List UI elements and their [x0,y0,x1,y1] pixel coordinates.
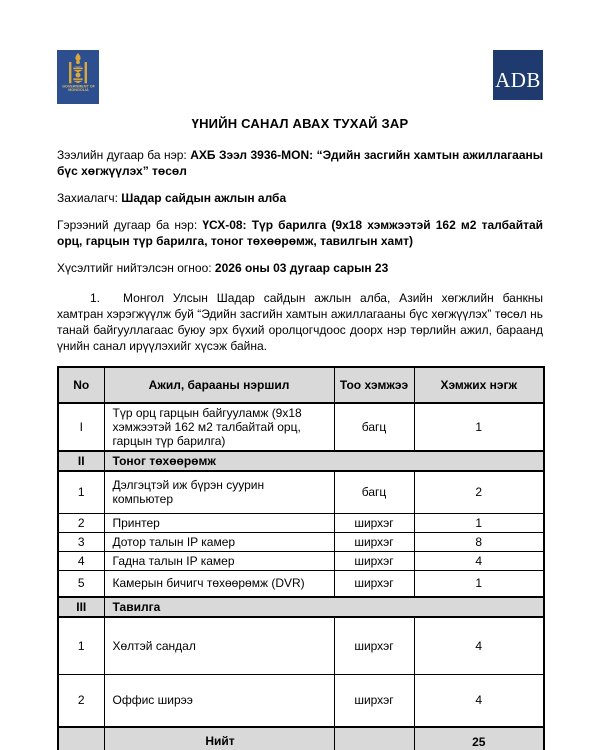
adb-logo-text: ADB [495,68,541,92]
gom-logo-text [62,85,95,92]
cell-quantity: ширхэг [334,617,414,674]
government-of-mongolia-logo [57,50,99,104]
field-contract-label: Гэрээний дугаар ба нэр: [57,218,203,232]
field-client-label: Захиалагч: [57,191,122,205]
cell-name: Камерын бичигч төхөөрөмж (DVR) [104,570,334,597]
table-row [58,551,544,570]
cell-unit: 8 [414,532,544,551]
cell-name: Гадна талын IP камер [104,551,334,570]
cell-no: II [58,451,104,471]
field-client [57,190,543,206]
table-row [58,570,544,597]
cell-no: III [58,597,104,617]
cell-unit: 1 [414,403,544,451]
cell-section-name: Тоног төхөөрөмж [104,451,544,471]
gom-logo-text-line1: GOVERNMENT OF [61,85,95,89]
intro-paragraph [57,290,543,354]
table-header-quantity: Тоо хэмжээ [334,367,414,403]
table-row [58,403,544,451]
field-loan-number-value: АХБ Зээл 3936-MON: “Эдийн засгийн хамтын ажиллагааны бүс хөгжүүлэх” төсөл [57,148,543,178]
cell-quantity: ширхэг [334,551,414,570]
cell-quantity: багц [334,403,414,451]
cell-section-name: Тавилга [104,597,544,617]
cell-no: 1 [58,471,104,513]
table-header-row [58,367,544,403]
cell-no: I [58,403,104,451]
cell-no: 1 [58,617,104,674]
cell-quantity [334,727,414,750]
cell-unit: 4 [414,617,544,674]
table-header-name: Ажил, барааны нэршил [104,367,334,403]
cell-quantity: ширхэг [334,570,414,597]
field-contract-value: ҮСХ-08: Түр барилга (9х18 хэмжээтэй 162 м2 талбайтай орц, гарцын түр барилга, тоног төхөөрөмж, тавилгын хамт) [57,218,543,248]
cell-name: Хөлтэй сандал [104,617,334,674]
cell-quantity: ширхэг [334,674,414,727]
cell-no: 3 [58,532,104,551]
soyombo-icon [68,53,88,84]
field-publish-date-value: 2026 оны 03 дугаар сарын 23 [214,261,389,275]
cell-unit: 1 [414,513,544,532]
cell-unit: 4 [414,674,544,727]
intro-paragraph-text: Монгол Улсын Шадар сайдын ажлын алба, Азийн хөгжлийн банкны хамтран хэрэгжүүлж буй “Эдийн засгийн хамтын ажиллагааны бүс хөгжүүлэх” төсөл нь танай байгууллагаас буюу эрх бүхий оролцогчдоос доорх нэр төрлийн ажил, бараанд үнийн санал ирүүлэхийг хүсэж байна. [57,291,543,353]
table-header-no: No [58,367,104,403]
items-table [57,366,545,750]
cell-name: Түр орц гарцын байгууламж (9х18 хэмжээтэй 162 м2 талбайтай орц, гарцын түр барилга) [104,403,334,451]
field-loan-number [57,147,543,179]
document-fields [57,147,543,276]
section-row [58,451,544,471]
cell-name: Дотор талын IP камер [104,532,334,551]
cell-name: Оффис ширээ [104,674,334,727]
cell-no: 4 [58,551,104,570]
field-contract [57,217,543,249]
cell-name: Принтер [104,513,334,532]
cell-quantity: багц [334,471,414,513]
cell-quantity: ширхэг [334,532,414,551]
field-loan-number-label: Зээлийн дугаар ба нэр: [57,148,191,162]
cell-unit: 4 [414,551,544,570]
table-header-unit: Хэмжих нэгж [414,367,544,403]
total-row [58,727,544,750]
field-publish-date-label: Хүсэлтийг нийтэлсэн огноо: [57,261,215,275]
header-logos [57,50,543,104]
cell-unit: 2 [414,471,544,513]
cell-name: Нийт [104,727,334,750]
table-row [58,674,544,727]
cell-no [58,727,104,750]
field-client-value: Шадар сайдын ажлын алба [121,191,287,205]
cell-no: 5 [58,570,104,597]
cell-unit: 25 [414,727,544,750]
table-row [58,617,544,674]
cell-unit: 1 [414,570,544,597]
field-publish-date [57,260,543,276]
table-row [58,471,544,513]
intro-paragraph-number: 1. [90,291,101,305]
cell-no: 2 [58,674,104,727]
gom-logo-text-line2: MONGOLIA [67,88,89,93]
adb-logo [493,50,543,100]
cell-quantity: ширхэг [334,513,414,532]
table-row [58,532,544,551]
table-row [58,513,544,532]
cell-name: Дэлгэцтэй иж бүрэн суурин компьютер [104,471,334,513]
cell-no: 2 [58,513,104,532]
section-row [58,597,544,617]
page-title: ҮНИЙН САНАЛ АВАХ ТУХАЙ ЗАР [191,116,409,131]
